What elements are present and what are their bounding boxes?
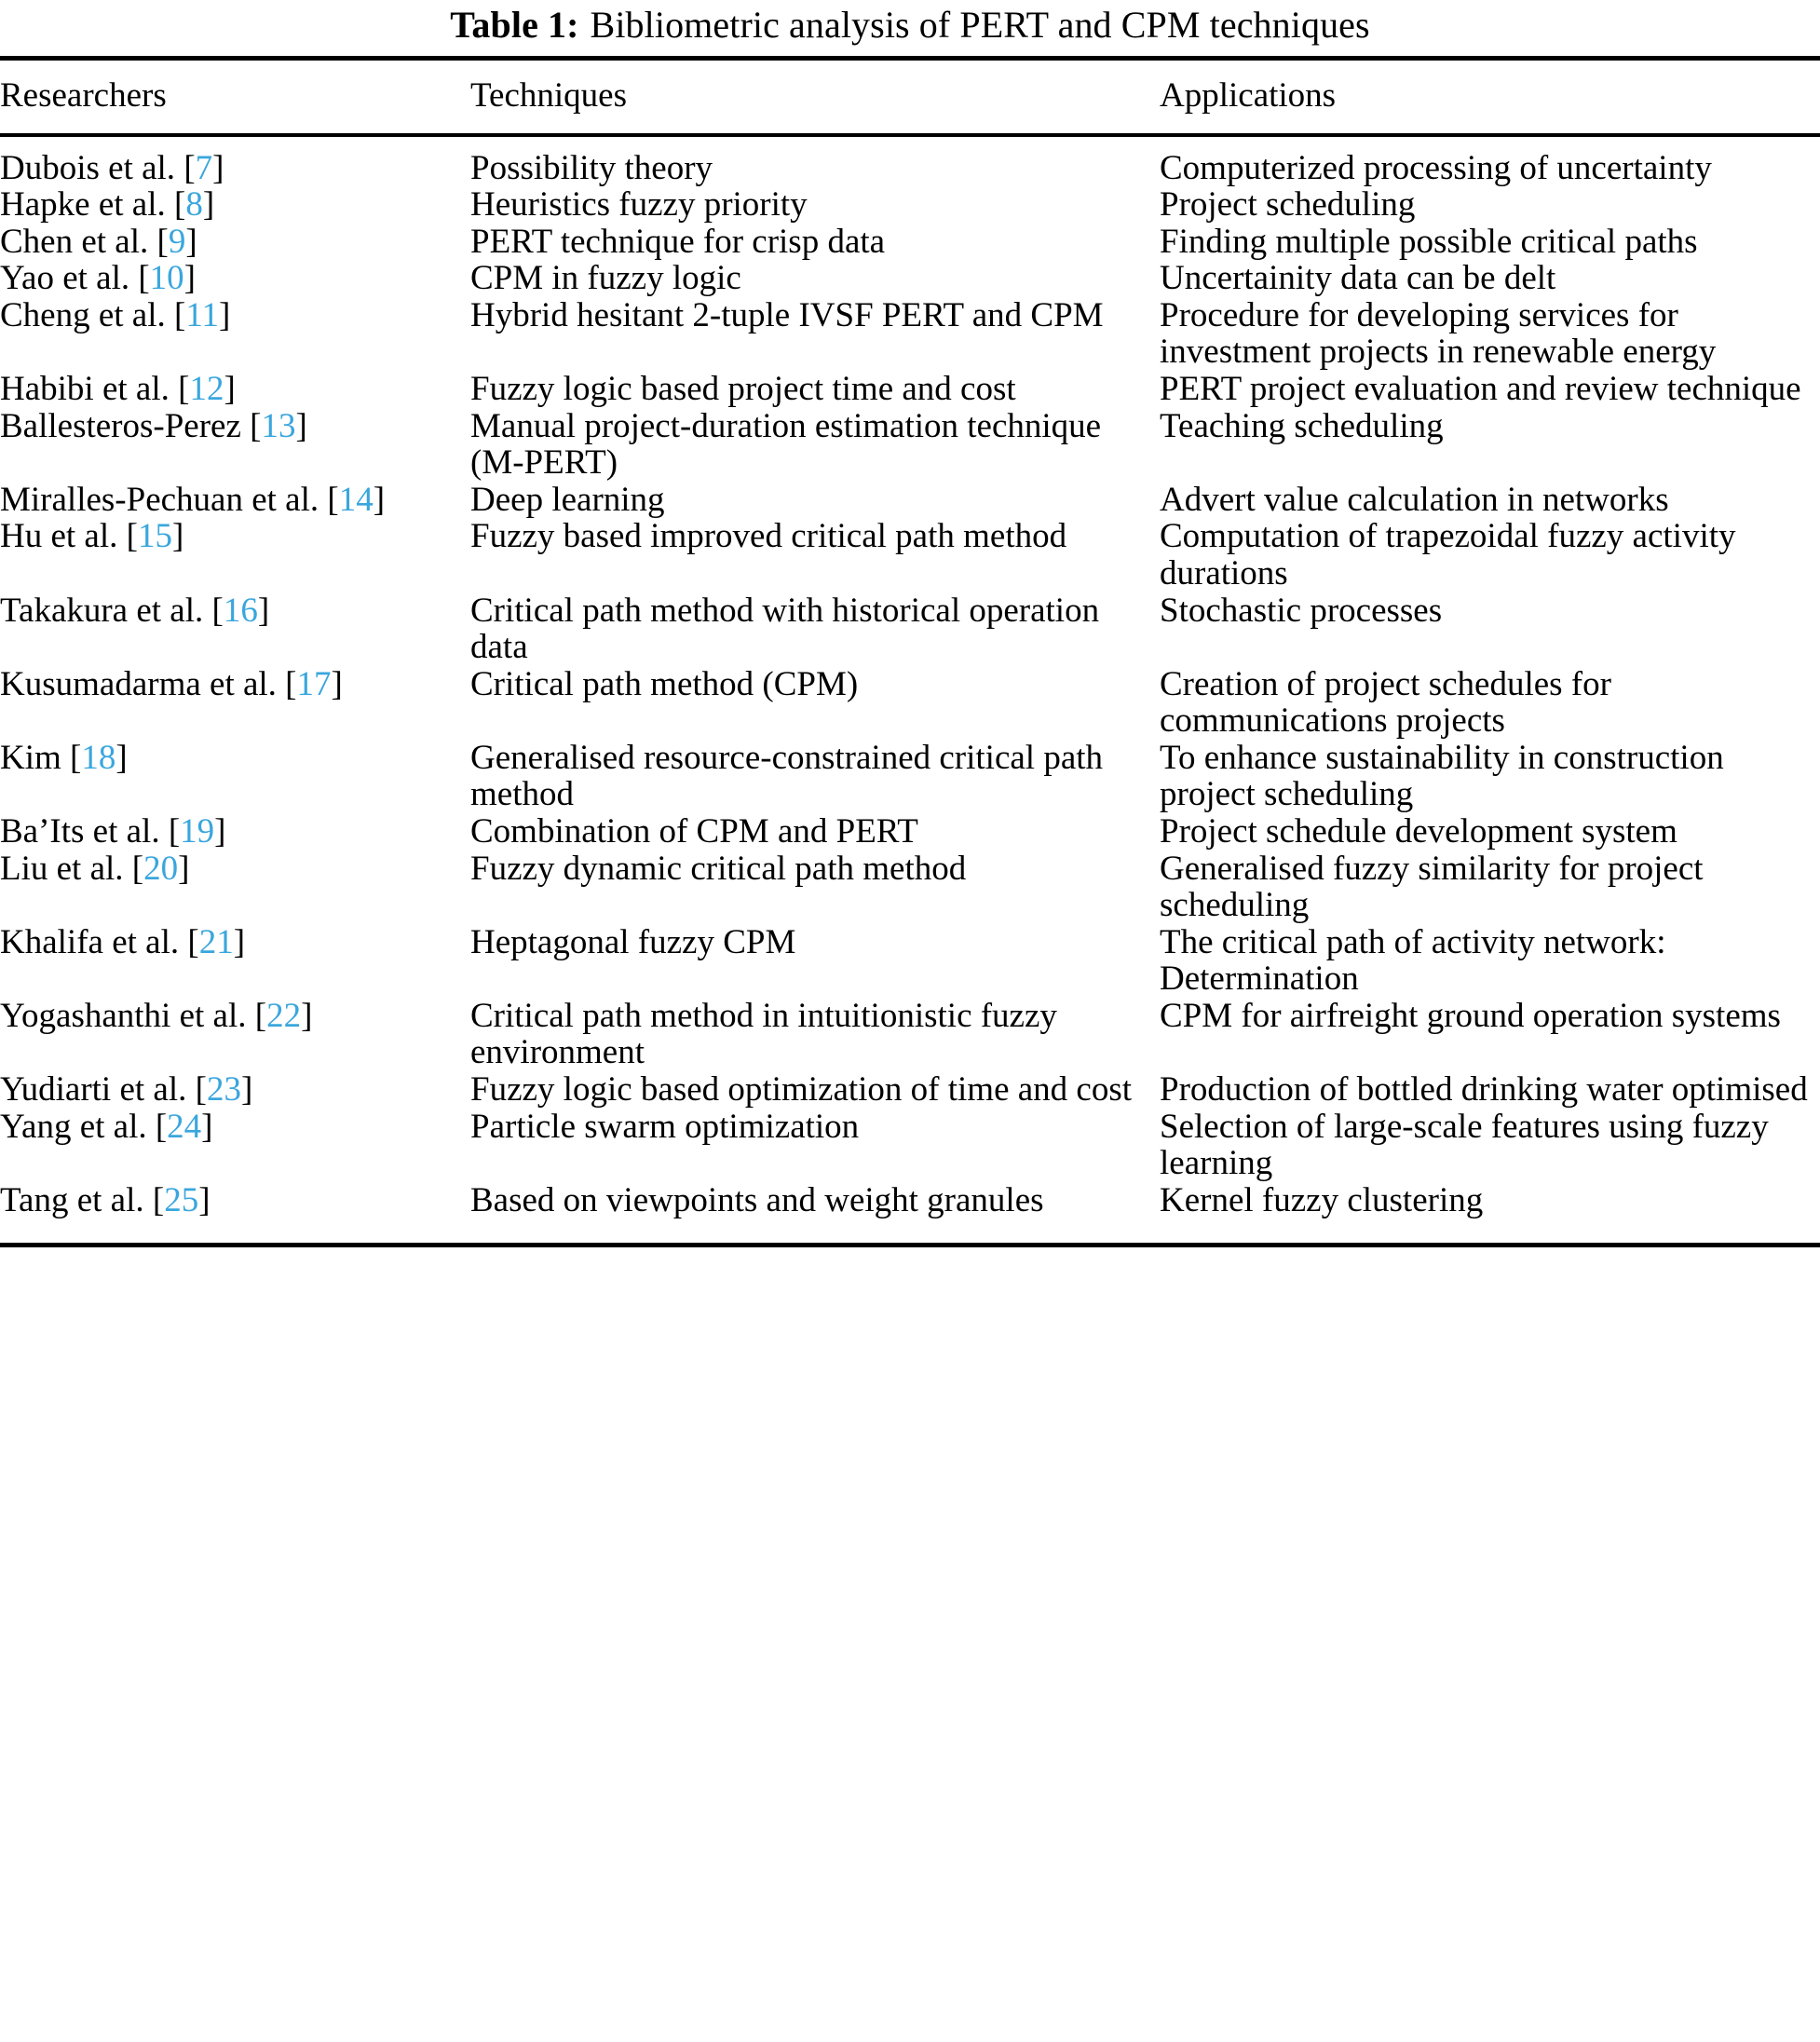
cell-application: Computation of trapezoidal fuzzy activity durations [1160, 517, 1736, 592]
researcher-name: Cheng et al. [0, 295, 166, 334]
citation-bracket-close: ] [373, 480, 386, 519]
table-row [0, 1182, 1820, 1219]
table-row [0, 518, 1820, 592]
researcher-name: Miralles-Pechuan et al. [0, 480, 319, 519]
table-bottom-rule [0, 1243, 1820, 1247]
citation-bracket-open: [ [131, 849, 144, 888]
cell-researcher [0, 1071, 470, 1109]
citation-bracket-close: ] [212, 148, 224, 187]
cell-technique: Fuzzy logic based optimization of time and cost [470, 1070, 1133, 1109]
cell-application: Uncertainity data can be delt [1160, 259, 1556, 298]
researcher-name: Yang et al. [0, 1107, 147, 1146]
researcher-name: Khalifa et al. [0, 922, 180, 961]
citation-link[interactable]: 24 [167, 1107, 202, 1146]
citation-bracket-close: ] [115, 738, 128, 777]
table-row [0, 408, 1820, 482]
citation-bracket-close: ] [295, 406, 307, 445]
column-header-researchers: Researchers [0, 76, 167, 115]
cell-researcher [0, 137, 470, 187]
citation-link[interactable]: 7 [195, 148, 213, 187]
cell-researcher [0, 1182, 470, 1219]
cell-application: Creation of project schedules for communications projects [1160, 664, 1611, 741]
cell-technique: Manual project-duration estimation technique (M-PERT) [470, 406, 1102, 483]
citation-link[interactable]: 21 [198, 922, 234, 961]
citation-link[interactable]: 14 [338, 480, 374, 519]
cell-application: Procedure for developing services for investment projects in renewable energy [1160, 295, 1717, 372]
table-row [0, 666, 1820, 740]
cell-researcher [0, 813, 470, 851]
citation-bracket-close: ] [171, 517, 184, 556]
cell-application: To enhance sustainability in construction project scheduling [1160, 738, 1724, 814]
citation-bracket-close: ] [201, 1107, 213, 1146]
table-caption [0, 0, 1820, 56]
citation-bracket-open: [ [173, 185, 186, 225]
cell-researcher [0, 592, 470, 666]
citation-bracket-close: ] [257, 591, 270, 630]
table-row [0, 740, 1820, 813]
table-row [0, 592, 1820, 666]
researcher-name: Habibi et al. [0, 370, 170, 409]
cell-researcher [0, 924, 470, 998]
table-bottom-spacer [0, 1218, 1820, 1243]
citation-link[interactable]: 15 [137, 517, 172, 556]
citation-bracket-open: [ [211, 591, 224, 630]
researcher-name: Hapke et al. [0, 185, 166, 225]
citation-bracket-open: [ [250, 406, 262, 445]
cell-technique: PERT technique for crisp data [470, 222, 886, 261]
citation-bracket-open: [ [174, 295, 186, 334]
cell-technique: Based on viewpoints and weight granules [470, 1180, 1044, 1219]
cell-technique: Particle swarm optimization [470, 1107, 860, 1146]
researcher-name: Liu et al. [0, 849, 124, 888]
citation-bracket-close: ] [301, 996, 313, 1035]
cell-technique: Fuzzy based improved critical path method [470, 517, 1067, 556]
cell-application: Kernel fuzzy clustering [1160, 1180, 1484, 1219]
table-body [0, 137, 1820, 1219]
cell-researcher [0, 518, 470, 592]
citation-bracket-open: [ [138, 259, 150, 298]
cell-technique: Deep learning [470, 480, 665, 519]
cell-application: The critical path of activity network: Determination [1160, 922, 1666, 999]
citation-link[interactable]: 11 [185, 295, 219, 334]
cell-application: Project scheduling [1160, 185, 1416, 225]
researcher-name: Yao et al. [0, 259, 130, 298]
citation-link[interactable]: 8 [185, 185, 203, 225]
citation-bracket-open: [ [155, 1107, 168, 1146]
citation-link[interactable]: 12 [189, 370, 224, 409]
cell-technique: Heptagonal fuzzy CPM [470, 922, 796, 961]
table-row [0, 1109, 1820, 1182]
cell-technique: Combination of CPM and PERT [470, 811, 918, 851]
table-row [0, 998, 1820, 1071]
table-row [0, 186, 1820, 224]
researcher-name: Hu et al. [0, 517, 118, 556]
citation-bracket-close: ] [198, 1180, 211, 1219]
researcher-name: Yudiarti et al. [0, 1070, 187, 1109]
citation-link[interactable]: 23 [206, 1070, 241, 1109]
citation-link[interactable]: 22 [266, 996, 302, 1035]
bibliometric-table [0, 61, 1820, 133]
bibliometric-table-body [0, 137, 1820, 1219]
researcher-name: Takakura et al. [0, 591, 204, 630]
citation-link[interactable]: 10 [149, 259, 184, 298]
cell-application: Computerized processing of uncertainty [1160, 148, 1712, 187]
cell-technique: CPM in fuzzy logic [470, 259, 741, 298]
researcher-name: Yogashanthi et al. [0, 996, 247, 1035]
table-row [0, 851, 1820, 924]
cell-technique: Generalised resource-constrained critical path method [470, 738, 1104, 814]
citation-bracket-open: [ [156, 222, 169, 261]
cell-researcher [0, 482, 470, 519]
table-row [0, 924, 1820, 998]
table-row [0, 1071, 1820, 1109]
cell-technique: Critical path method with historical operation data [470, 591, 1100, 667]
table-row [0, 297, 1820, 371]
citation-bracket-open: [ [183, 148, 196, 187]
researcher-name: Kusumadarma et al. [0, 664, 277, 703]
table-header-row [0, 61, 1820, 133]
cell-researcher [0, 260, 470, 297]
table-row [0, 482, 1820, 519]
citation-bracket-open: [ [70, 738, 82, 777]
cell-technique: Fuzzy dynamic critical path method [470, 849, 967, 888]
researcher-name: Ba’Its et al. [0, 811, 160, 851]
citation-bracket-close: ] [185, 222, 197, 261]
citation-bracket-open: [ [168, 811, 181, 851]
citation-link[interactable]: 13 [261, 406, 296, 445]
citation-bracket-open: [ [178, 370, 190, 409]
researcher-name: Chen et al. [0, 222, 149, 261]
cell-researcher [0, 1109, 470, 1182]
table-row [0, 137, 1820, 187]
citation-bracket-close: ] [240, 1070, 253, 1109]
cell-application: Advert value calculation in networks [1160, 480, 1669, 519]
citation-bracket-open: [ [187, 922, 199, 961]
citation-link[interactable]: 25 [164, 1180, 199, 1219]
table-caption-text: Bibliometric analysis of PERT and CPM techniques [590, 4, 1370, 46]
table-row [0, 224, 1820, 261]
citation-bracket-close: ] [183, 259, 196, 298]
table-row [0, 813, 1820, 851]
cell-researcher [0, 186, 470, 224]
cell-technique: Hybrid hesitant 2-tuple IVSF PERT and CPM [470, 295, 1104, 334]
cell-technique: Heuristics fuzzy priority [470, 185, 808, 225]
citation-bracket-open: [ [285, 664, 297, 703]
cell-researcher [0, 998, 470, 1071]
citation-bracket-open: [ [126, 517, 138, 556]
citation-bracket-open: [ [327, 480, 339, 519]
cell-researcher [0, 371, 470, 408]
cell-application: PERT project evaluation and review technique [1160, 370, 1801, 409]
citation-bracket-close: ] [224, 370, 236, 409]
table-row [0, 371, 1820, 408]
column-header-applications: Applications [1160, 76, 1337, 115]
table-row [0, 260, 1820, 297]
cell-application: CPM for airfreight ground operation systems [1160, 996, 1781, 1035]
cell-application: Finding multiple possible critical paths [1160, 222, 1698, 261]
cell-application: Stochastic processes [1160, 591, 1443, 630]
citation-bracket-close: ] [233, 922, 246, 961]
researcher-name: Ballesteros-Perez [0, 406, 241, 445]
citation-bracket-open: [ [254, 996, 267, 1035]
table-caption-label: Table 1: [450, 4, 579, 46]
cell-technique: Fuzzy logic based project time and cost [470, 370, 1016, 409]
citation-bracket-close: ] [331, 664, 343, 703]
citation-bracket-close: ] [202, 185, 215, 225]
cell-technique: Critical path method in intuitionistic fuzzy environment [470, 996, 1057, 1072]
cell-researcher [0, 851, 470, 924]
citation-link[interactable]: 20 [143, 849, 179, 888]
cell-researcher [0, 740, 470, 813]
cell-researcher [0, 666, 470, 740]
cell-researcher [0, 408, 470, 482]
cell-technique: Possibility theory [470, 148, 713, 187]
researcher-name: Kim [0, 738, 61, 777]
citation-bracket-close: ] [218, 295, 231, 334]
citation-link[interactable]: 18 [81, 738, 116, 777]
researcher-name: Tang et al. [0, 1180, 144, 1219]
cell-researcher [0, 297, 470, 371]
citation-link[interactable]: 9 [168, 222, 186, 261]
citation-link[interactable]: 16 [223, 591, 258, 630]
researcher-name: Dubois et al. [0, 148, 176, 187]
cell-researcher [0, 224, 470, 261]
table-header [0, 61, 1820, 133]
cell-technique: Critical path method (CPM) [470, 664, 859, 703]
cell-application: Selection of large-scale features using fuzzy learning [1160, 1107, 1769, 1183]
citation-bracket-open: [ [195, 1070, 207, 1109]
citation-bracket-open: [ [152, 1180, 165, 1219]
cell-application: Project schedule development system [1160, 811, 1677, 851]
column-header-techniques: Techniques [470, 76, 627, 115]
citation-link[interactable]: 19 [180, 811, 215, 851]
citation-bracket-close: ] [178, 849, 190, 888]
cell-application: Production of bottled drinking water optimised [1160, 1070, 1808, 1109]
cell-application: Teaching scheduling [1160, 406, 1444, 445]
cell-application: Generalised fuzzy similarity for project scheduling [1160, 849, 1704, 925]
citation-link[interactable]: 17 [296, 664, 332, 703]
citation-bracket-close: ] [214, 811, 226, 851]
